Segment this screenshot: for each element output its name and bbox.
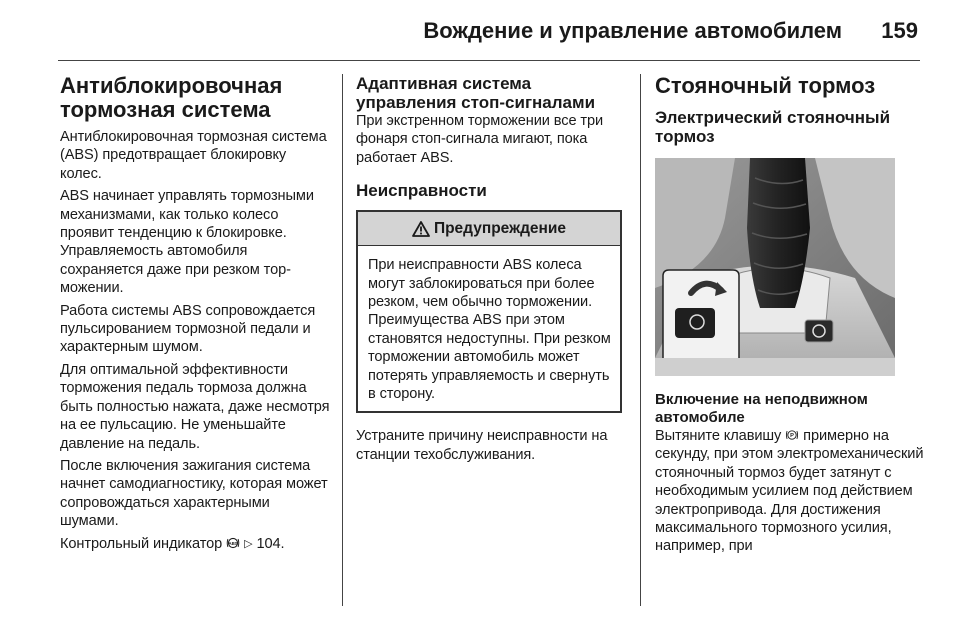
epb-subheading-line1: Электрический стояночный <box>655 108 891 127</box>
page-number: 159 <box>881 18 918 43</box>
engage-text-before: Вытяните клавишу <box>655 428 782 444</box>
column-parking-brake <box>655 74 925 560</box>
column-divider-1 <box>342 74 343 606</box>
warning-title: Предупреждение <box>433 219 567 237</box>
brake-lights-heading-line2: управления стоп-сигналами <box>356 93 596 112</box>
abs-heading-line1: Антиблокировочная <box>60 73 283 98</box>
indicator-ref[interactable]: 104. <box>256 535 285 552</box>
indicator-text: Контрольный индикатор <box>60 535 223 552</box>
brake-lights-intro: При экстренном торможении все три фонаря стоп-сигнала мигают, пока работает ABS. <box>356 113 604 166</box>
header-rule <box>58 60 920 61</box>
fix-text: Устраните причину неисправности на станции техобслуживания. <box>356 428 608 463</box>
column-brake-lights <box>356 74 626 468</box>
reference-arrow-icon: ▷ <box>244 537 253 550</box>
abs-indicator-line <box>60 535 330 553</box>
abs-paragraph-3: Работа системы ABS сопровождается пульсированием тормозной педали и характерным шумом. <box>60 302 316 356</box>
engage-heading-line2: автомобиле <box>655 409 745 426</box>
epb-subheading-line2: тормоз <box>655 127 715 146</box>
svg-text:P: P <box>790 433 795 440</box>
warning-body <box>358 246 620 411</box>
column-abs <box>60 74 330 557</box>
electric-parking-brake-subheading <box>655 108 925 146</box>
abs-indicator-icon <box>226 536 240 550</box>
brake-lights-heading <box>356 74 626 112</box>
page-header <box>0 0 960 62</box>
engage-text-after: примерно на секунду, при этом электромеханический стояночный тормоз будет затянут с необходимым усилием под действием электропривода. Для достижения максимального тормозного усилия, например, при <box>655 428 924 555</box>
gear-lever-parking-brake-switch-photo <box>655 158 895 376</box>
svg-text:ABS: ABS <box>228 540 238 546</box>
abs-paragraph-2: ABS начинает управлять тормозными механизмами, как только колесо проявит тенденцию к блокировке. Управляемость автомобиля сохраняется даже при резком торможении. <box>60 188 314 297</box>
abs-heading-line2: тормозная система <box>60 97 271 122</box>
warning-box <box>356 210 622 413</box>
engage-heading <box>655 391 925 427</box>
abs-paragraph-1: Антиблокировочная тормозная система (ABS) предотвращает блокировку колес. <box>60 129 327 182</box>
column-divider-2 <box>640 74 641 606</box>
warning-header <box>358 212 620 246</box>
abs-paragraph-4: Для оптимальной эффективности торможения педаль тормоза должна быть полностью нажата, даже несмотря на ее пульсацию. Не уменьшайте давление на педаль. <box>60 361 330 452</box>
header-title: Вождение и управление автомобилем <box>423 18 842 43</box>
parking-brake-heading: Стояночный тормоз <box>655 73 876 98</box>
warning-text: При неисправности ABS колеса могут заблокироваться при более резком, чем обычно торможении. Преимущества ABS при этом становятся недоступны. При резком торможении автомобиль может потерять управляемость и свернуть в сторону. <box>368 257 611 403</box>
abs-heading <box>60 74 330 122</box>
parking-brake-p-icon <box>785 428 799 442</box>
engage-heading-line1: Включение на неподвижном <box>655 391 868 408</box>
abs-paragraph-5: После включения зажигания система начнет самодиагностику, которая может сопровождаться характерными шумами. <box>60 457 328 530</box>
warning-triangle-icon <box>412 221 430 237</box>
brake-lights-heading-line1: Адаптивная система <box>356 74 532 93</box>
faults-heading: Неисправности <box>356 181 487 201</box>
engage-text <box>655 427 925 556</box>
